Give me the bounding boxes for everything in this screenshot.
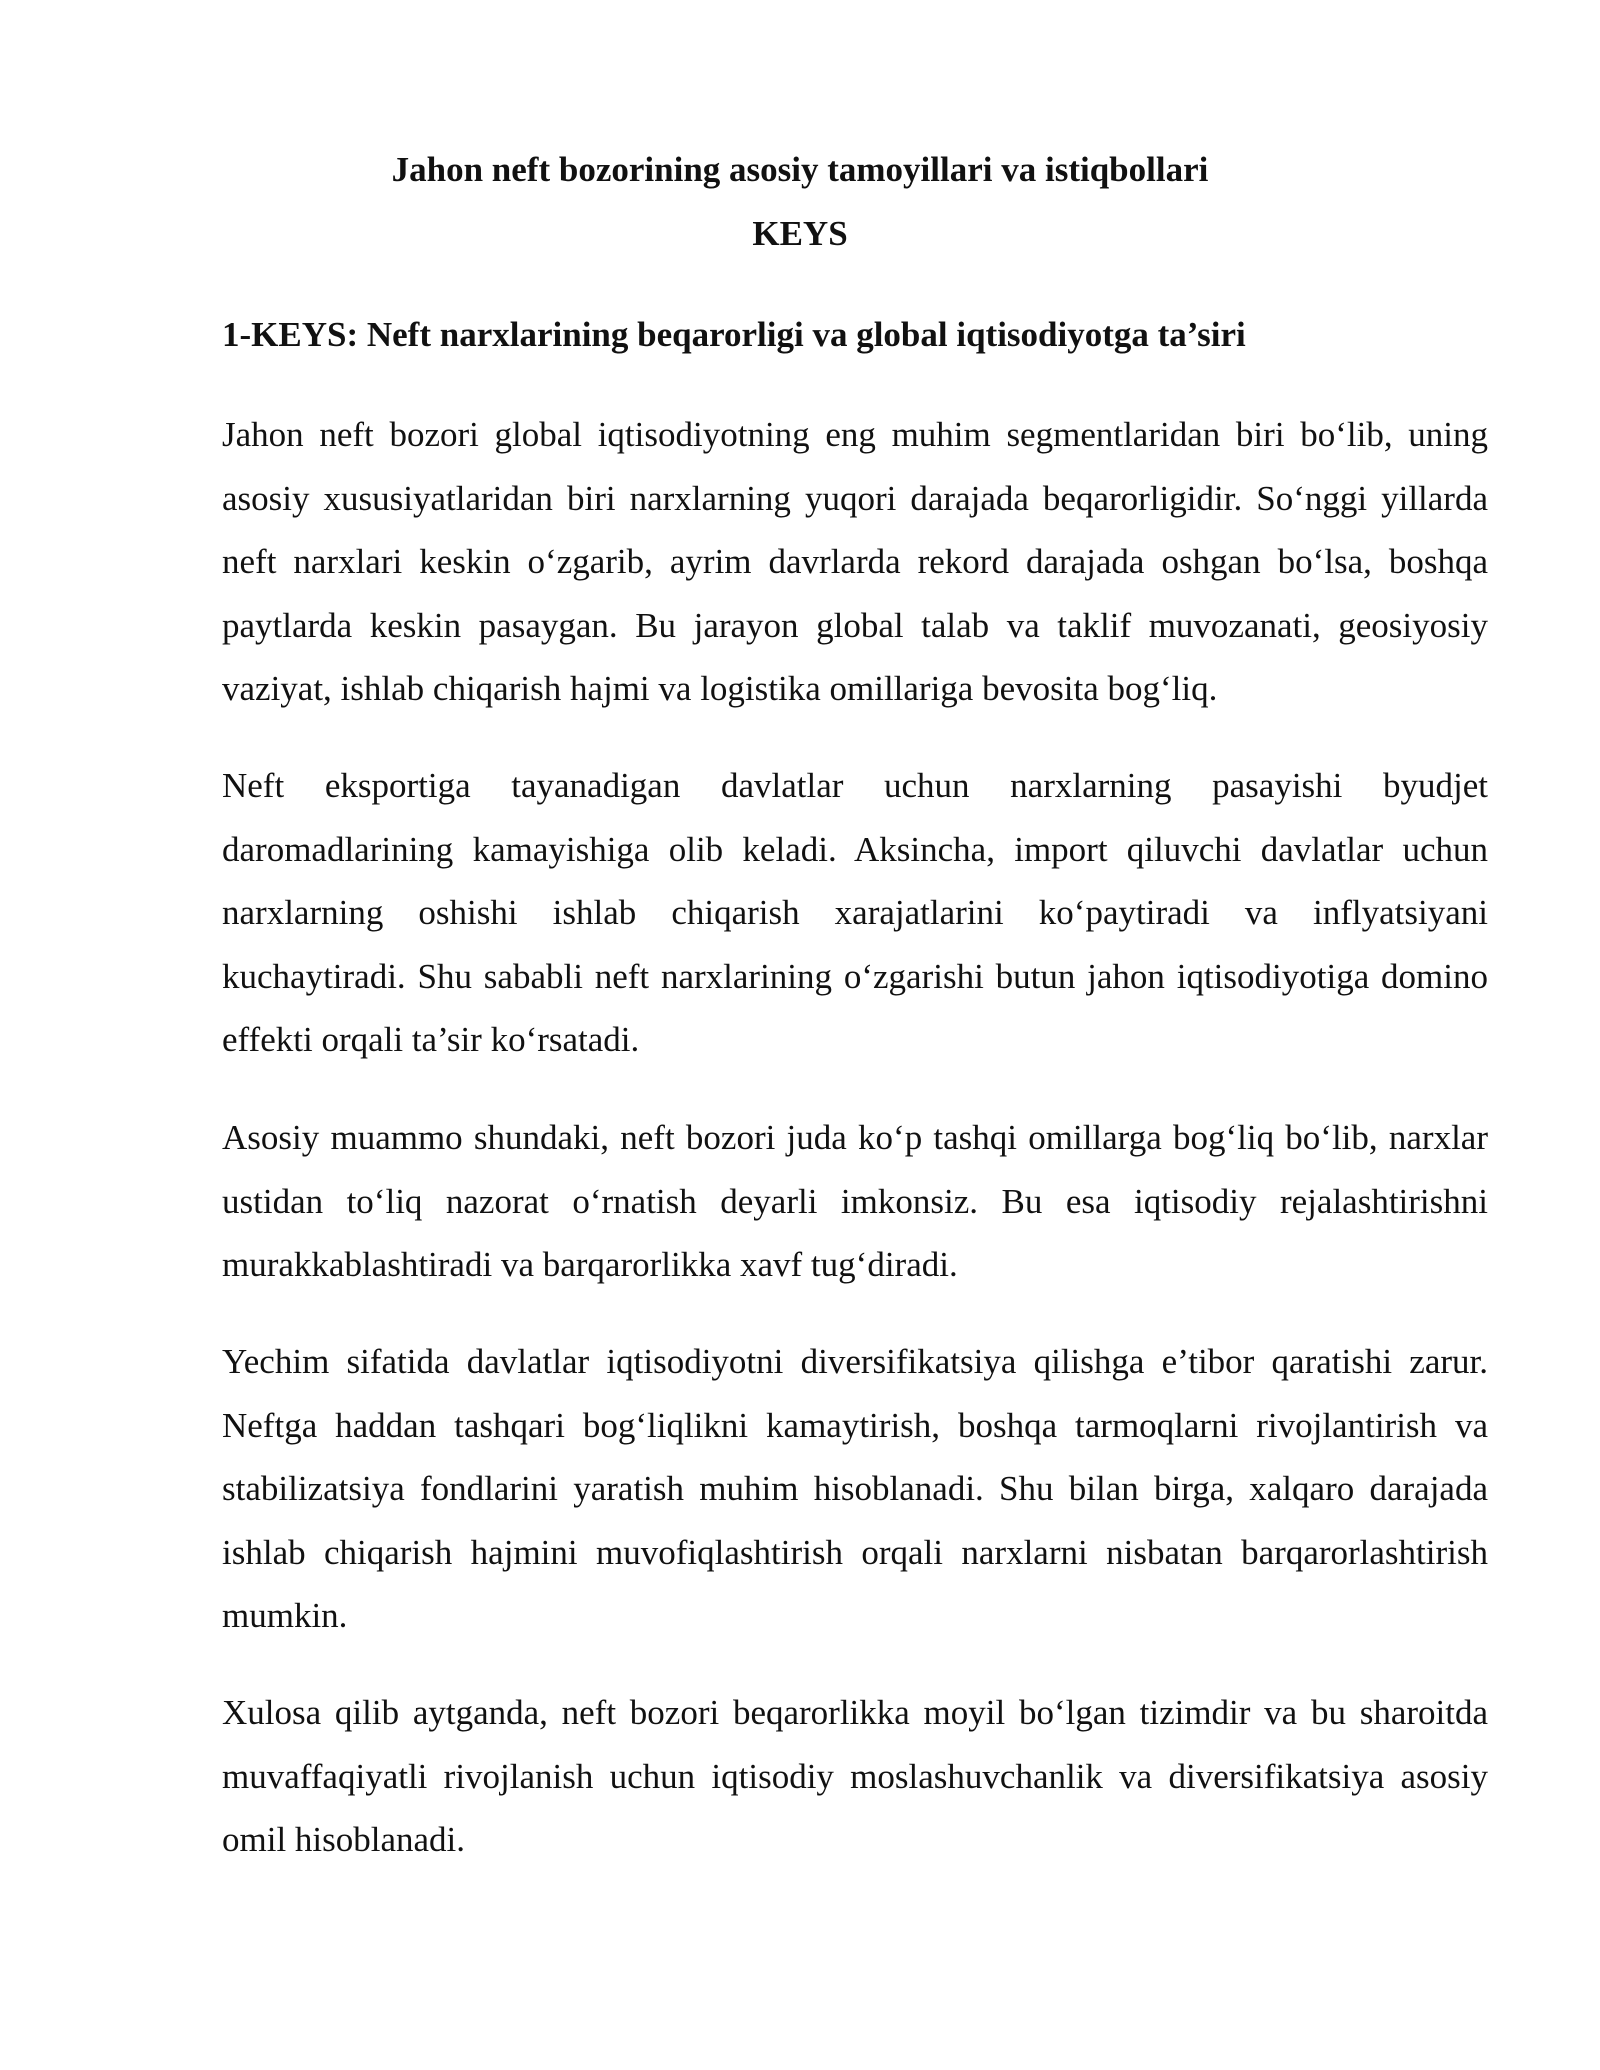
paragraph: Neft eksportiga tayanadigan davlatlar uchun narxlarning pasayishi byudjet daromadlarining kamayishiga olib keladi. Aksincha, import qiluvchi davlatlar uchun narxlarning oshishi ishlab chiqarish xarajatlarini ko‘paytiradi va inflyatsiyani kuchaytiradi. Shu sababli neft narxlarining o‘zgarishi butun jahon iqtisodiyotiga domino effekti orqali ta’sir ko‘rsatadi. (222, 766, 1488, 1059)
document-title: Jahon neft bozorining asosiy tamoyillari va istiqbollari (391, 150, 1209, 189)
paragraph: Jahon neft bozori global iqtisodiyotning eng muhim segmentlaridan biri bo‘lib, uning asosiy xususiyatlaridan biri narxlarning yuqori darajada beqarorligidir. So‘nggi yillarda neft narxlari keskin o‘zgarib, ayrim davrlarda rekord darajada oshgan bo‘lsa, boshqa paytlarda keskin pasaygan. Bu jarayon global talab va taklif muvozanati, geosiyosiy vaziyat, ishlab chiqarish hajmi va logistika omillariga bevosita bog‘liq. (222, 415, 1488, 708)
paragraph: Xulosa qilib aytganda, neft bozori beqarorlikka moyil bo‘lgan tizimdir va bu sharoitda muvaffaqiyatli rivojlanish uchun iqtisodiy moslashuvchanlik va diversifikatsiya asosiy omil hisoblanadi. (222, 1693, 1488, 1859)
document-subtitle: KEYS (752, 214, 848, 253)
section-heading: 1-KEYS: Neft narxlarining beqarorligi va global iqtisodiyotga ta’siri (222, 315, 1246, 354)
paragraph: Asosiy muammo shundaki, neft bozori juda ko‘p tashqi omillarga bog‘liq bo‘lib, narxlar ustidan to‘liq nazorat o‘rnatish deyarli imkonsiz. Bu esa iqtisodiy rejalashtirishni murakkablashtiradi va barqarorlikka xavf tug‘diradi. (222, 1118, 1488, 1284)
paragraph: Yechim sifatida davlatlar iqtisodiyotni diversifikatsiya qilishga e’tibor qaratishi zarur. Neftga haddan tashqari bog‘liqlikni kamaytirish, boshqa tarmoqlarni rivojlantirish va stabilizatsiya fondlarini yaratish muhim hisoblanadi. Shu bilan birga, xalqaro darajada ishlab chiqarish hajmini muvofiqlashtirish orqali narxlarni nisbatan barqarorlashtirish mumkin. (222, 1342, 1488, 1635)
